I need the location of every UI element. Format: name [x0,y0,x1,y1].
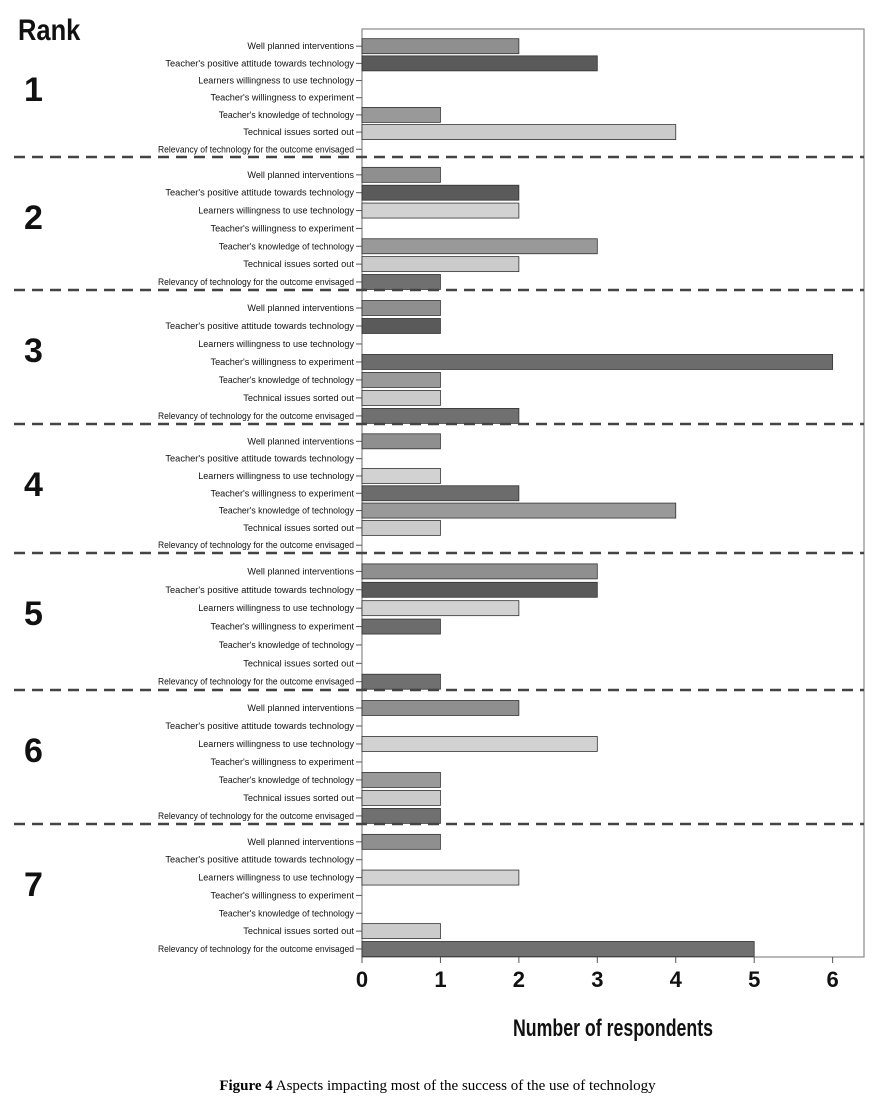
bar-rank-7-6 [362,924,440,939]
bar-rank-6-7 [362,808,440,823]
category-label: Teacher's positive attitude towards technology [165,720,355,732]
category-label: Relevancy of technology for the outcome envisaged [158,943,354,955]
figure-caption [0,1078,875,1095]
bar-rank-5-1 [362,564,597,579]
category-label: Relevancy of technology for the outcome envisaged [158,144,354,156]
category-label: Well planned interventions [247,302,355,314]
category-label: Teacher's willingness to experiment [210,756,355,768]
bar-rank-1-5 [362,107,440,122]
category-label: Teacher's positive attitude towards technology [165,854,355,866]
rank-4-label: 4 [24,466,43,504]
category-label: Teacher's knowledge of technology [218,374,355,386]
category-label: Technical issues sorted out [243,127,355,139]
bar-rank-2-6 [362,257,519,272]
category-label: Teacher's willingness to experiment [210,356,355,368]
x-tick-label: 2 [512,967,525,992]
bar-rank-5-2 [362,582,597,597]
x-tick-label: 0 [355,967,369,992]
x-tick-label: 4 [669,967,682,992]
rank-2-label: 2 [24,199,43,237]
category-label: Well planned interventions [247,836,355,848]
category-label: Teacher's willingness to experiment [210,890,355,902]
bar-rank-7-1 [362,834,440,849]
bar-rank-4-1 [362,434,440,449]
x-tick-label: 6 [826,967,839,992]
bar-rank-3-2 [362,318,440,333]
category-label: Teacher's positive attitude towards technology [165,187,355,199]
category-label: Technical issues sorted out [243,392,355,404]
category-label: Teacher's knowledge of technology [218,639,355,651]
category-label: Teacher's positive attitude towards technology [165,58,355,70]
category-label: Teacher's positive attitude towards technology [165,453,355,465]
category-label: Learners willingness to use technology [198,75,355,87]
category-label: Relevancy of technology for the outcome envisaged [158,540,354,552]
category-label: Teacher's knowledge of technology [218,241,355,253]
category-label: Teacher's positive attitude towards technology [165,320,355,332]
x-tick-label: 1 [434,967,447,992]
figure-label: Figure 4 [219,1078,273,1094]
category-label: Learners willingness to use technology [198,205,355,217]
bar-rank-6-5 [362,772,440,787]
category-label: Well planned interventions [247,436,355,448]
category-label: Teacher's willingness to experiment [210,92,355,104]
rank-heading: Rank [18,14,81,47]
bar-rank-4-5 [362,503,676,518]
bar-rank-1-1 [362,39,519,54]
bar-rank-3-4 [362,354,833,369]
category-label: Teacher's knowledge of technology [218,774,355,786]
rank-7-label: 7 [24,866,43,904]
bar-rank-6-3 [362,736,597,751]
bar-rank-4-4 [362,486,519,501]
bar-rank-4-3 [362,468,440,483]
category-label: Teacher's willingness to experiment [210,223,355,235]
category-label: Technical issues sorted out [243,522,355,534]
category-label: Technical issues sorted out [243,926,355,938]
bar-rank-7-7 [362,941,754,956]
category-label: Technical issues sorted out [243,259,355,271]
category-label: Technical issues sorted out [243,792,355,804]
category-label: Well planned interventions [247,566,355,578]
bar-rank-3-7 [362,408,519,423]
bar-rank-7-3 [362,870,519,885]
figure-caption-text: Aspects impacting most of the success of the use of technology [272,1078,656,1094]
bar-rank-3-1 [362,300,440,315]
rank-1-label: 1 [24,71,43,109]
category-label: Learners willingness to use technology [198,603,355,615]
category-label: Learners willingness to use technology [198,470,355,482]
bar-rank-3-6 [362,390,440,405]
category-label: Learners willingness to use technology [198,738,355,750]
bar-rank-3-5 [362,372,440,387]
category-label: Relevancy of technology for the outcome envisaged [158,810,354,822]
category-label: Technical issues sorted out [243,658,355,670]
rank-3-label: 3 [24,332,43,370]
bar-rank-4-6 [362,520,440,535]
bar-rank-2-1 [362,167,440,182]
bar-rank-1-2 [362,56,597,71]
bar-rank-5-4 [362,619,440,634]
category-label: Learners willingness to use technology [198,872,355,884]
category-label: Teacher's willingness to experiment [210,488,355,500]
bar-rank-5-7 [362,674,440,689]
category-label: Relevancy of technology for the outcome envisaged [158,676,354,688]
x-tick-label: 5 [748,967,761,992]
bar-rank-2-7 [362,274,440,289]
x-tick-label: 3 [591,967,604,992]
category-label: Relevancy of technology for the outcome envisaged [158,410,354,422]
category-label: Well planned interventions [247,702,355,714]
bar-rank-2-2 [362,185,519,200]
category-label: Well planned interventions [247,41,355,53]
category-label: Teacher's willingness to experiment [210,621,355,633]
category-label: Well planned interventions [247,169,355,181]
bar-rank-5-3 [362,601,519,616]
bar-rank-1-6 [362,125,676,140]
bar-rank-6-1 [362,700,519,715]
category-label: Teacher's knowledge of technology [218,505,355,517]
category-label: Teacher's knowledge of technology [218,109,355,121]
bar-rank-2-5 [362,239,597,254]
category-label: Teacher's knowledge of technology [218,908,355,920]
bar-rank-2-3 [362,203,519,218]
rank-5-label: 5 [24,595,43,633]
category-label: Learners willingness to use technology [198,338,355,350]
category-label: Relevancy of technology for the outcome envisaged [158,276,354,288]
rank-6-label: 6 [24,732,43,770]
category-label: Teacher's positive attitude towards technology [165,584,355,596]
x-axis-title: Number of respondents [513,1015,713,1042]
bar-rank-6-6 [362,790,440,805]
